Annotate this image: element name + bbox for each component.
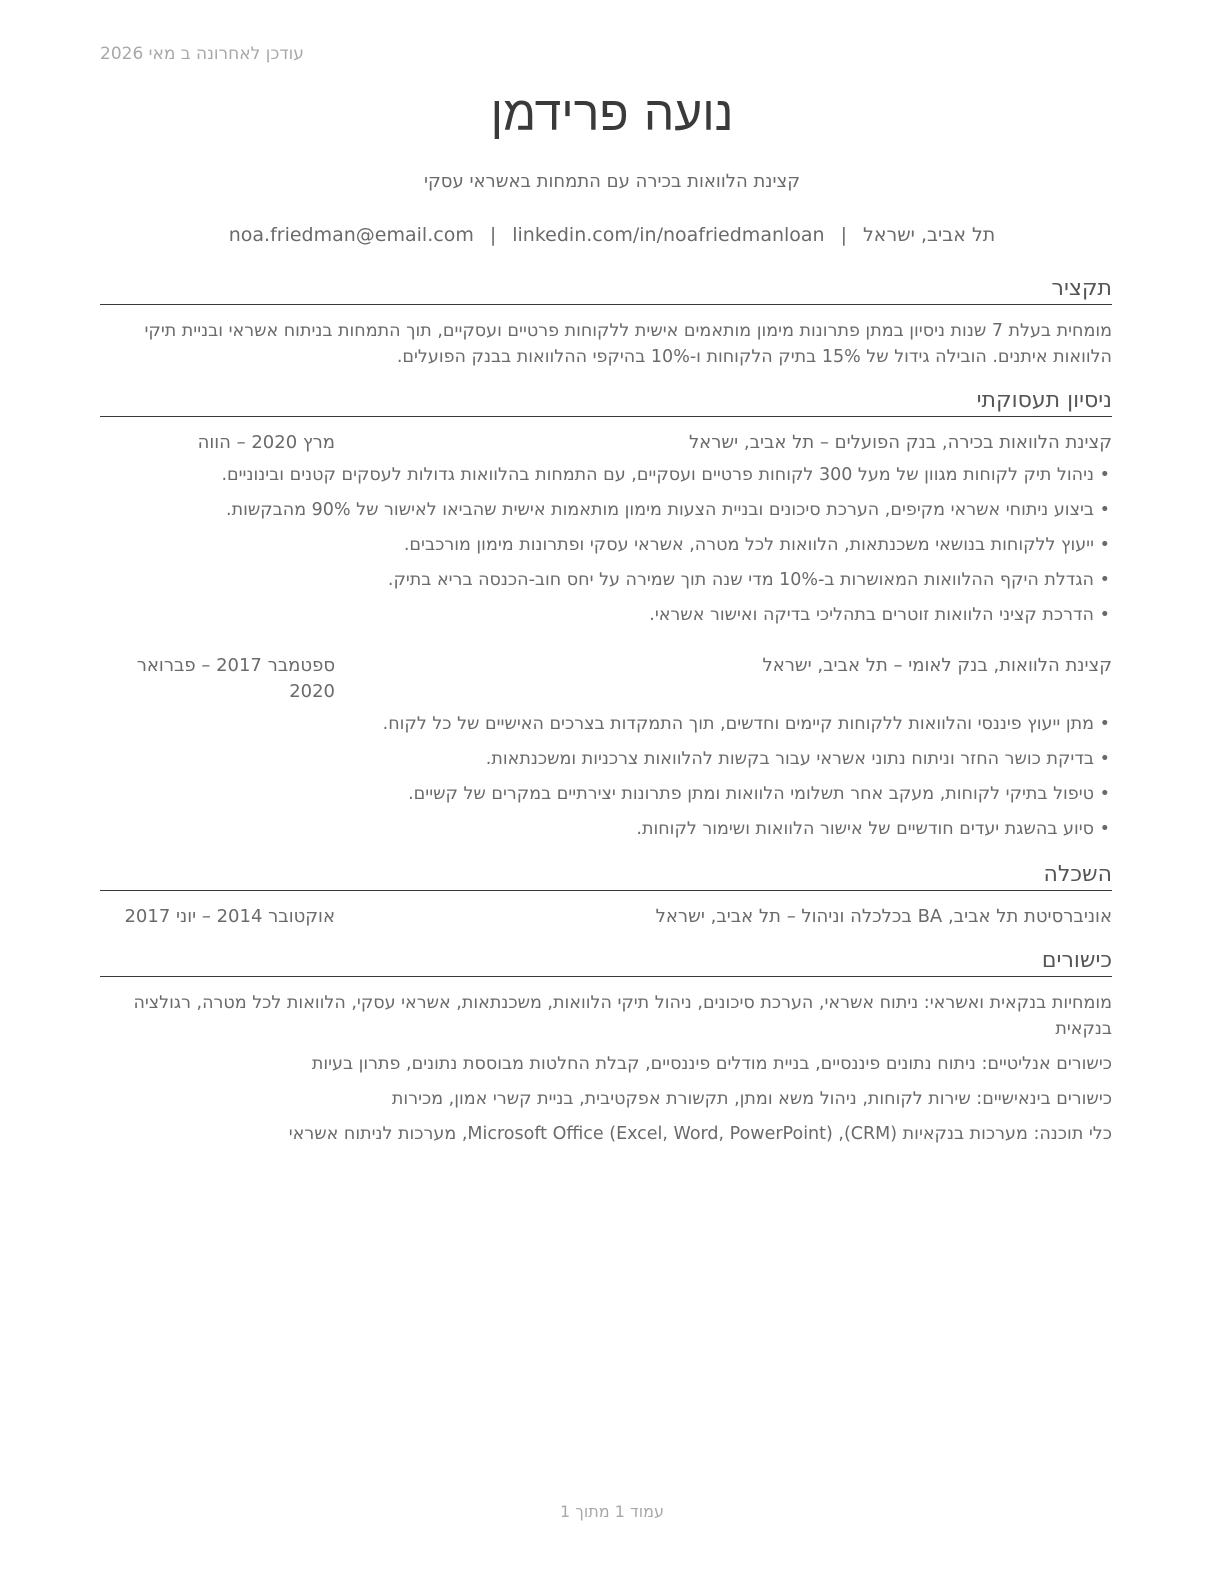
contact-separator: | [840, 224, 847, 246]
contact-line [0, 224, 1224, 246]
section-title-skills: כישורים [100, 948, 1112, 977]
contact-linkedin[interactable]: linkedin.com/in/noafriedmanloan [512, 224, 825, 246]
job-dates: ספטמבר 2017 – פברואר 2020 [136, 655, 335, 702]
skill-line: כישורים אנליטיים: ניתוח נתונים פיננסיים, בניית מודלים פיננסיים, קבלת החלטות מבוססת נתונים, פתרון בעיות [311, 1054, 1112, 1074]
job-bullet: • מתן ייעוץ פיננסי והלוואות ללקוחות קיימים וחדשים, תוך התמקדות בצרכים האישיים של כל לקוח. [100, 713, 1112, 748]
job-bullet: • ביצוע ניתוחי אשראי מקיפים, הערכת סיכונים ובניית הצעות מימון מותאמות אישית שהביאו לאישור של 90% מהבקשות. [100, 499, 1112, 534]
skill-line: כישורים בינאישיים: שירות לקוחות, ניהול משא ומתן, תקשורת אפקטיבית, בניית קשרי אמון, מכירות [391, 1089, 1112, 1109]
contact-location: תל אביב, ישראל [863, 224, 996, 246]
contact-email[interactable]: noa.friedman@email.com [228, 224, 474, 246]
section-title-experience: ניסיון תעסוקתי [100, 388, 1112, 417]
contact-separator: | [489, 224, 497, 246]
candidate-tagline: קצינת הלוואות בכירה עם התמחות באשראי עסקי [424, 171, 800, 192]
summary-text: מומחית בעלת 7 שנות ניסיון במתן פתרונות מימון מותאמים אישית ללקוחות פרטיים ועסקיים, תוך התמחות בניתוח אשראי ובניית תיקי הלוואות איתנים. הובילה גידול של 15% בתיק הלקוחות ו-10% בהיקפי ההלוואות בבנק הפועלים. [144, 321, 1112, 367]
education-dates: אוקטובר 2014 – יוני 2017 [124, 906, 335, 927]
page-number: עמוד 1 מתוך 1 [560, 1502, 664, 1521]
job-bullet-list [100, 464, 1112, 639]
section-title-summary: תקציר [100, 276, 1112, 305]
education-institution: אוניברסיטת תל אביב, BA בכלכלה וניהול – תל אביב, ישראל [655, 906, 1112, 927]
skill-line: מומחיות בנקאית ואשראי: ניתוח אשראי, הערכת סיכונים, ניהול תיקי הלוואות, משכנתאות, אשראי עסקי, הלוואות לכל מטרה, רגולציה בנקאית [133, 993, 1112, 1039]
job-dates: מרץ 2020 – הווה [197, 432, 335, 453]
job-bullet: • סיוע בהשגת יעדים חודשיים של אישור הלוואות ושימור לקוחות. [100, 818, 1112, 853]
job-bullet-list [100, 713, 1112, 853]
job-bullet: • הגדלת היקף ההלוואות המאושרות ב-10% מדי שנה תוך שמירה על יחס חוב-הכנסה בריא בתיק. [100, 569, 1112, 604]
job-bullet: • ניהול תיק לקוחות מגוון של מעל 300 לקוחות פרטיים ועסקיים, עם התמחות בהלוואות גדולות לעסקים קטנים ובינוניים. [100, 464, 1112, 499]
job-role: קצינת הלוואות בכירה, בנק הפועלים – תל אביב, ישראל [688, 432, 1112, 453]
last-updated-note: עודכן לאחרונה ב מאי 2026 [100, 44, 304, 64]
job-bullet: • בדיקת כושר החזר וניתוח נתוני אשראי עבור בקשות להלוואות צרכניות ומשכנתאות. [100, 748, 1112, 783]
skill-line: כלי תוכנה: מערכות בנקאיות (CRM), Microsoft Office (Excel, Word, PowerPoint), מערכות לניתוח אשראי [288, 1124, 1112, 1144]
job-bullet: • ייעוץ ללקוחות בנושאי משכנתאות, הלוואות לכל מטרה, אשראי עסקי ופתרונות מימון מורכבים. [100, 534, 1112, 569]
job-bullet: • טיפול בתיקי לקוחות, מעקב אחר תשלומי הלוואות ומתן פתרונות יצירתיים במקרים של קשיים. [100, 783, 1112, 818]
job-role: קצינת הלוואות, בנק לאומי – תל אביב, ישראל [762, 655, 1112, 676]
job-bullet: • הדרכת קציני הלוואות זוטרים בתהליכי בדיקה ואישור אשראי. [100, 604, 1112, 639]
candidate-name: נועה פרידמן [490, 86, 734, 142]
section-title-education: השכלה [100, 862, 1112, 891]
skills-list [100, 990, 1112, 1156]
